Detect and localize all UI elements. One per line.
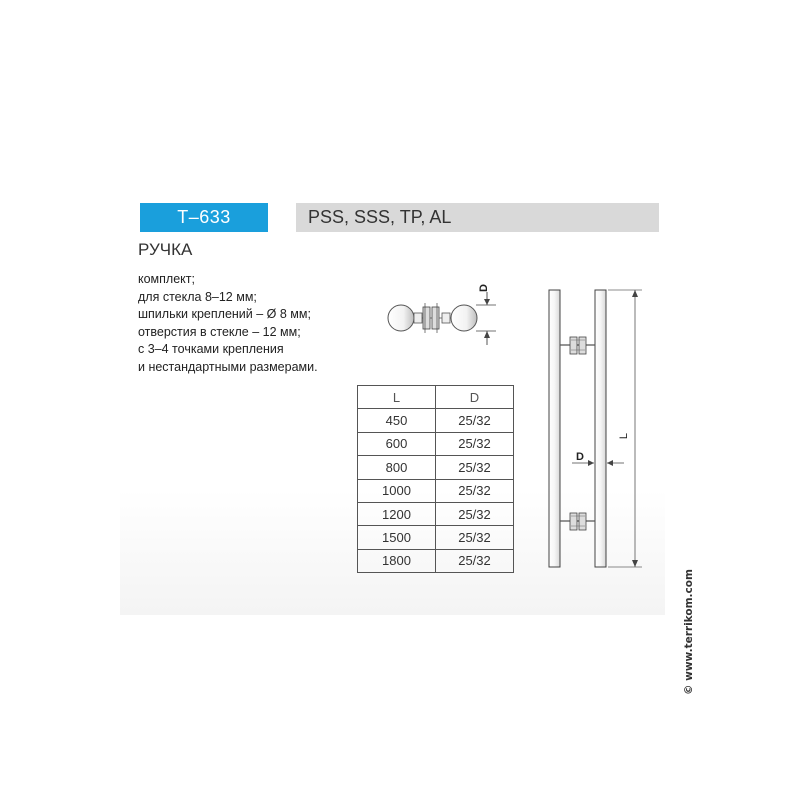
description-line: для стекла 8–12 мм; — [138, 289, 257, 304]
description-line: шпильки креплений – Ø 8 мм; — [138, 307, 311, 321]
column-header-l: L — [358, 386, 436, 409]
handle-knob-right — [451, 305, 477, 331]
cell-l: 1000 — [358, 479, 436, 502]
cell-d: 25/32 — [436, 409, 514, 432]
cell-l: 800 — [358, 456, 436, 479]
side-view-l-label: L — [618, 432, 630, 440]
description-line: и нестандартными размерами. — [138, 359, 318, 374]
arrow-up-icon — [632, 290, 638, 297]
handle-bar-left — [549, 290, 560, 567]
arrow-down-icon — [632, 560, 638, 567]
column-header-d: D — [436, 386, 514, 409]
clamp-washer-right — [432, 307, 439, 329]
arrow-down-icon — [484, 299, 490, 305]
description-line: комплект; — [138, 272, 195, 286]
cell-d: 25/32 — [436, 549, 514, 572]
clamp-washer-left — [423, 307, 430, 329]
side-view-drawing — [549, 290, 642, 567]
top-view-d-label: D — [478, 284, 490, 292]
standoff-clamp — [579, 513, 586, 530]
finish-options-bar: PSS, SSS, TP, AL — [296, 203, 659, 232]
site-watermark: © www.terrikom.com — [683, 569, 695, 695]
spacer-left — [414, 313, 422, 323]
product-code-badge: T–633 — [140, 203, 268, 232]
cell-l: 1800 — [358, 549, 436, 572]
cell-l: 1200 — [358, 502, 436, 525]
description-line: с 3–4 точками крепления — [138, 342, 284, 356]
cell-l: 450 — [358, 409, 436, 432]
top-view-drawing — [388, 284, 496, 345]
cell-d: 25/32 — [436, 502, 514, 525]
cell-d: 25/32 — [436, 479, 514, 502]
arrow-left-icon — [607, 460, 613, 466]
product-title: РУЧКА — [138, 240, 193, 259]
standoff-clamp — [570, 337, 577, 354]
cell-d: 25/32 — [436, 526, 514, 549]
cell-d: 25/32 — [436, 432, 514, 455]
arrow-right-icon — [588, 460, 594, 466]
handle-bar-right — [595, 290, 606, 567]
standoff-clamp — [579, 337, 586, 354]
cell-l: 600 — [358, 432, 436, 455]
description-line: отверстия в стекле – 12 мм; — [138, 324, 301, 339]
side-view-d-label: D — [576, 451, 584, 463]
spacer-right — [442, 313, 450, 323]
cell-l: 1500 — [358, 526, 436, 549]
arrow-up-icon — [484, 331, 490, 338]
standoff-clamp — [570, 513, 577, 530]
cell-d: 25/32 — [436, 456, 514, 479]
handle-knob-left — [388, 305, 414, 331]
